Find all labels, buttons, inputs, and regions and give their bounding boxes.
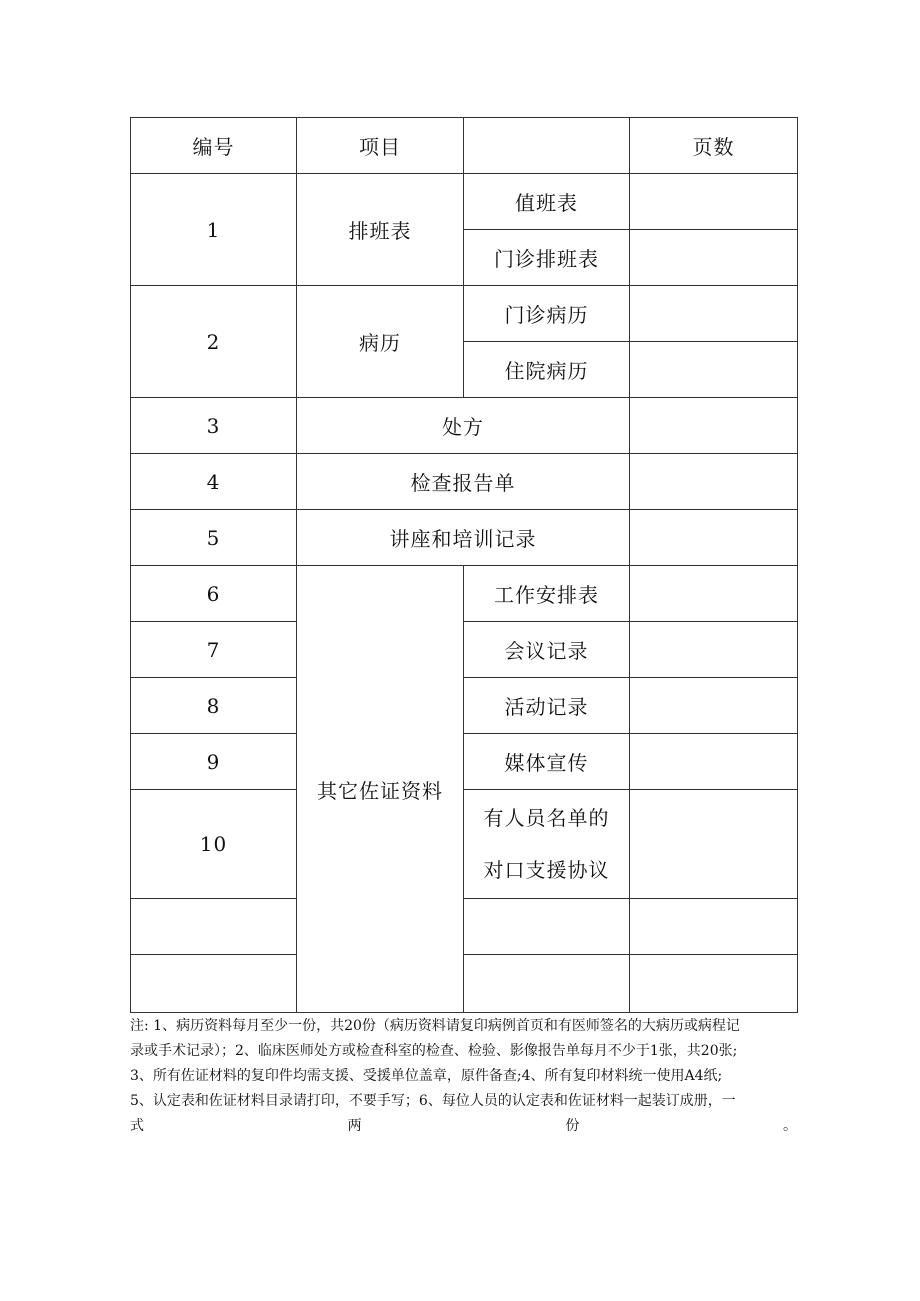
header-item: 项目 — [297, 118, 464, 174]
pages-cell[interactable] — [630, 899, 798, 955]
row-sub: 住院病历 — [464, 342, 630, 398]
table-row — [131, 899, 798, 955]
table-row — [131, 678, 798, 734]
header-sub — [464, 118, 630, 174]
header-number: 编号 — [131, 118, 297, 174]
footnote-char: 式 — [130, 1118, 144, 1134]
pages-cell[interactable] — [630, 955, 798, 1013]
footnote-last-line — [130, 1114, 797, 1139]
row-item: 排班表 — [297, 174, 464, 286]
materials-table — [130, 117, 798, 1013]
table-row — [131, 790, 798, 899]
table-row — [131, 955, 798, 1013]
empty-sub-cell[interactable] — [464, 899, 630, 955]
row-sub-line: 有人员名单的 — [483, 806, 610, 830]
row-number: 8 — [131, 678, 297, 734]
footnote-line: 5、认定表和佐证材料目录请打印，不要手写；6、每位人员的认定表和佐证材料一起装订成册，一 — [130, 1093, 736, 1109]
row-number: 5 — [131, 510, 297, 566]
pages-cell[interactable] — [630, 398, 798, 454]
row-sub: 门诊排班表 — [464, 230, 630, 286]
footnote-char: 。 — [782, 1118, 797, 1134]
table-row — [131, 566, 798, 622]
footnote — [130, 1014, 797, 1139]
row-item: 讲座和培训记录 — [297, 510, 630, 566]
pages-cell[interactable] — [630, 454, 798, 510]
header-row — [131, 118, 798, 174]
footnote-char: 两 — [347, 1118, 362, 1134]
row-sub: 值班表 — [464, 174, 630, 230]
row-item: 处方 — [297, 398, 630, 454]
row-number: 2 — [131, 286, 297, 398]
header-pages: 页数 — [630, 118, 798, 174]
row-sub: 工作安排表 — [464, 566, 630, 622]
table-row — [131, 398, 798, 454]
row-item: 病历 — [297, 286, 464, 398]
footnote-char: 份 — [565, 1118, 580, 1134]
table-row — [131, 174, 798, 230]
row-item: 检查报告单 — [297, 454, 630, 510]
pages-cell[interactable] — [630, 678, 798, 734]
table-row — [131, 286, 798, 342]
table-row — [131, 510, 798, 566]
row-sub: 活动记录 — [464, 678, 630, 734]
row-sub-line: 对口支援协议 — [483, 858, 610, 882]
pages-cell[interactable] — [630, 566, 798, 622]
table-row — [131, 622, 798, 678]
footnote-line: 注: 1、病历资料每月至少一份，共20份（病历资料请复印病例首页和有医师签名的大病历或病程记 — [130, 1018, 740, 1034]
row-sub — [464, 790, 630, 899]
row-number: 9 — [131, 734, 297, 790]
table-row — [131, 734, 798, 790]
pages-cell[interactable] — [630, 230, 798, 286]
row-number: 4 — [131, 454, 297, 510]
row-number: 7 — [131, 622, 297, 678]
row-number: 10 — [131, 790, 297, 899]
empty-sub-cell[interactable] — [464, 955, 630, 1013]
pages-cell[interactable] — [630, 790, 798, 899]
pages-cell[interactable] — [630, 286, 798, 342]
row-sub: 会议记录 — [464, 622, 630, 678]
pages-cell[interactable] — [630, 174, 798, 230]
footnote-line: 录或手术记录）；2、临床医师处方或检查科室的检查、检验、影像报告单每月不少于1张，共20张; — [130, 1043, 738, 1059]
group-item: 其它佐证资料 — [297, 566, 464, 1013]
footnote-line: 3、所有佐证材料的复印件均需支援、受援单位盖章，原件备查;4、所有复印材料统一使用A4纸; — [130, 1068, 723, 1084]
row-number: 3 — [131, 398, 297, 454]
pages-cell[interactable] — [630, 734, 798, 790]
pages-cell[interactable] — [630, 342, 798, 398]
row-sub: 媒体宣传 — [464, 734, 630, 790]
empty-number-cell[interactable] — [131, 899, 297, 955]
row-number: 6 — [131, 566, 297, 622]
row-number: 1 — [131, 174, 297, 286]
pages-cell[interactable] — [630, 510, 798, 566]
empty-number-cell[interactable] — [131, 955, 297, 1013]
row-sub: 门诊病历 — [464, 286, 630, 342]
table-row — [131, 454, 798, 510]
pages-cell[interactable] — [630, 622, 798, 678]
